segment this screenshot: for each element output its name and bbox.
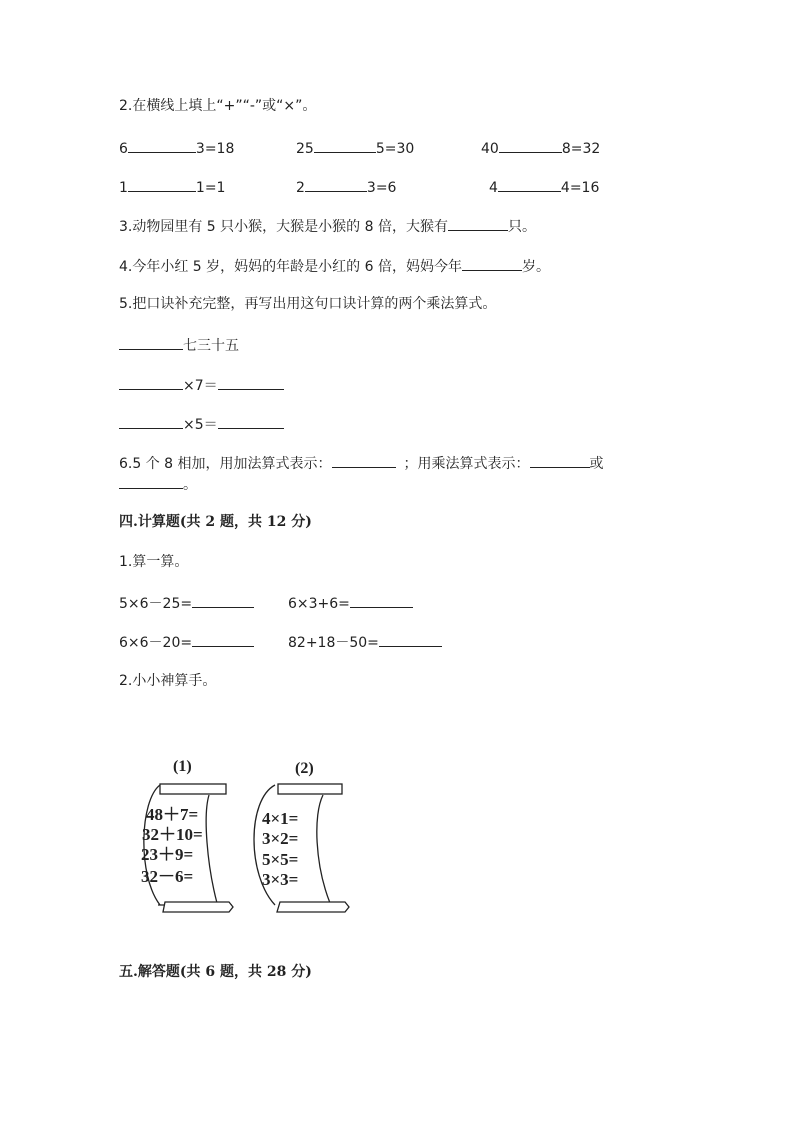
q2-item-3-right: 8=32 bbox=[561, 141, 601, 157]
q2-item-6-left: 4 bbox=[489, 180, 498, 196]
q3-unit: 只。 bbox=[507, 219, 536, 235]
q6-line-1 bbox=[119, 453, 604, 473]
q2-item-1-right: 3=18 bbox=[195, 141, 235, 157]
answer-blank[interactable] bbox=[499, 138, 562, 153]
q5-times-five: ×5＝ bbox=[183, 417, 218, 433]
scroll-2-line-2: 3×2= bbox=[262, 829, 299, 848]
q6-end: 。 bbox=[183, 477, 197, 493]
calc-item-3 bbox=[119, 632, 254, 652]
calc-item-4 bbox=[288, 632, 442, 652]
calc-expr-2: 6×3+6= bbox=[288, 596, 350, 612]
answer-blank[interactable] bbox=[462, 256, 522, 271]
q6-text-2: ；用乘法算式表示： bbox=[403, 456, 530, 472]
q2-item-3 bbox=[481, 138, 600, 158]
scroll-2-line-1: 4×1= bbox=[262, 809, 299, 828]
answer-blank[interactable] bbox=[314, 138, 376, 153]
q2-item-2 bbox=[296, 138, 414, 158]
answer-blank[interactable] bbox=[218, 414, 284, 429]
calc-expr-4: 82+18－50= bbox=[288, 635, 379, 651]
answer-blank[interactable] bbox=[119, 474, 183, 489]
q5-line-3 bbox=[119, 414, 284, 434]
q2-item-6 bbox=[489, 177, 599, 197]
scroll-1-line-3: 23＋9= bbox=[141, 845, 194, 864]
q6-line-2 bbox=[119, 474, 197, 494]
calc-expr-3: 6×6－20= bbox=[119, 635, 193, 651]
q2-item-2-right: 5=30 bbox=[375, 141, 415, 157]
scroll-2-line-4: 3×3= bbox=[262, 870, 299, 889]
answer-blank[interactable] bbox=[379, 632, 442, 647]
answer-blank[interactable] bbox=[332, 453, 396, 468]
s4-q1-title: 1.算一算。 bbox=[119, 554, 189, 570]
q6-text-1: 6.5 个 8 相加，用加法算式表示： bbox=[119, 456, 332, 472]
calc-item-2 bbox=[288, 593, 413, 613]
answer-blank[interactable] bbox=[128, 138, 196, 153]
scroll-2-label: (2) bbox=[295, 760, 314, 777]
q6-text-3: 或 bbox=[589, 456, 604, 472]
section-5-heading: 五.解答题(共 6 题，共 28 分) bbox=[119, 964, 312, 980]
q2-item-4-left: 1 bbox=[119, 180, 128, 196]
q2-item-1-left: 6 bbox=[119, 141, 128, 157]
q2-item-3-left: 40 bbox=[481, 141, 499, 157]
s4-q2-title: 2.小小神算手。 bbox=[119, 673, 217, 689]
q5-rhyme: 七三十五 bbox=[183, 338, 239, 354]
q5-times-seven: ×7＝ bbox=[183, 378, 218, 394]
q3-text: 3.动物园里有 5 只小猴，大猴是小猴的 8 倍，大猴有 bbox=[119, 219, 448, 235]
q5-line-2 bbox=[119, 375, 284, 395]
scroll-2-graphic bbox=[254, 784, 349, 912]
scroll-1-line-2: 32＋10= bbox=[142, 825, 203, 844]
q3 bbox=[119, 216, 536, 236]
q2-title: 2.在横线上填上“+”“-”或“×”。 bbox=[119, 98, 317, 114]
scroll-1-label: (1) bbox=[173, 758, 192, 775]
answer-blank[interactable] bbox=[350, 593, 413, 608]
answer-blank[interactable] bbox=[119, 335, 183, 350]
section-4-heading: 四.计算题(共 2 题，共 12 分) bbox=[119, 514, 312, 530]
answer-blank[interactable] bbox=[128, 177, 196, 192]
answer-blank[interactable] bbox=[530, 453, 590, 468]
q2-item-5-right: 3=6 bbox=[366, 180, 397, 196]
q2-item-4 bbox=[119, 177, 225, 197]
answer-blank[interactable] bbox=[448, 216, 508, 231]
q4 bbox=[119, 256, 550, 276]
q2-item-2-left: 25 bbox=[296, 141, 314, 157]
q2-item-5 bbox=[296, 177, 396, 197]
q2-item-4-right: 1=1 bbox=[195, 180, 226, 196]
scroll-1-line-1: 48＋7= bbox=[146, 805, 199, 824]
q2-item-5-left: 2 bbox=[296, 180, 305, 196]
q5-title: 5.把口诀补充完整，再写出用这句口诀计算的两个乘法算式。 bbox=[119, 296, 497, 312]
answer-blank[interactable] bbox=[218, 375, 284, 390]
q5-line-1 bbox=[119, 335, 239, 355]
answer-blank[interactable] bbox=[119, 375, 183, 390]
calc-item-1 bbox=[119, 593, 254, 613]
answer-blank[interactable] bbox=[305, 177, 367, 192]
calc-expr-1: 5×6－25= bbox=[119, 596, 193, 612]
scroll-2-line-3: 5×5= bbox=[262, 850, 299, 869]
q2-item-6-right: 4=16 bbox=[560, 180, 600, 196]
answer-blank[interactable] bbox=[119, 414, 183, 429]
answer-blank[interactable] bbox=[498, 177, 561, 192]
q4-text: 4.今年小红 5 岁，妈妈的年龄是小红的 6 倍，妈妈今年 bbox=[119, 259, 462, 275]
q2-item-1 bbox=[119, 138, 234, 158]
answer-blank[interactable] bbox=[192, 632, 254, 647]
answer-blank[interactable] bbox=[192, 593, 254, 608]
q4-unit: 岁。 bbox=[521, 259, 550, 275]
scroll-1-line-4: 32－6= bbox=[141, 867, 194, 886]
